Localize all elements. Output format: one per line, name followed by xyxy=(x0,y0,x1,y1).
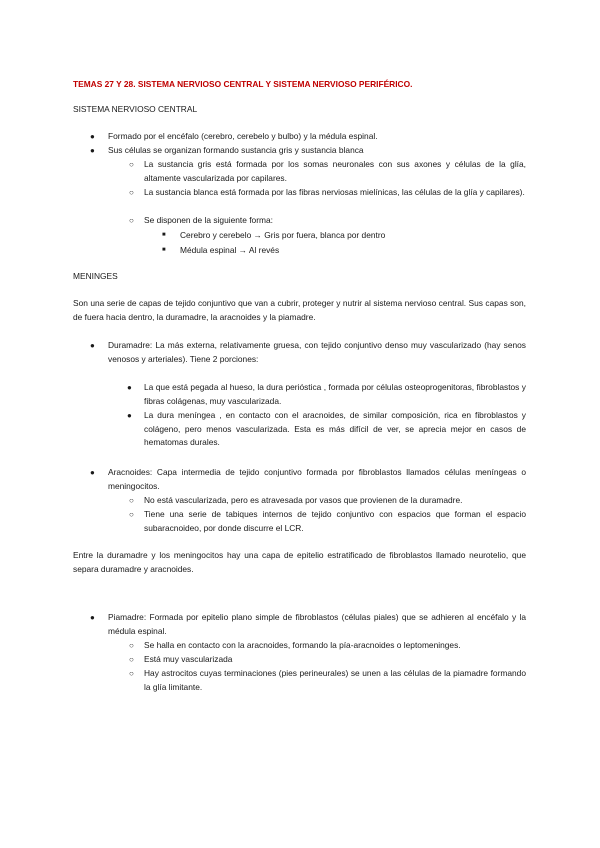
bullet-disc-icon: ● xyxy=(127,383,132,392)
bullet-disc-icon: ● xyxy=(90,613,95,622)
bullet-circle-icon: ○ xyxy=(129,160,134,169)
list-item: Sus células se organizan formando sustancia gris y sustancia blanca xyxy=(108,145,364,155)
meninges-intro-paragraph: Son una serie de capas de tejido conjuntivo que van a cubrir, proteger y nutrir al sistema nervioso central. Sus capas son, de fuera hacia dentro, la duramadre, la aracnoides y la piamadre. xyxy=(73,298,526,322)
list-subitem: Tiene una serie de tabiques internos de tejido conjuntivo con espacios que forman el espacio subaracnoideo, por donde discurre el LCR. xyxy=(144,509,526,533)
bullet-square-icon: ■ xyxy=(162,232,166,238)
list-subitem: No está vascularizada, pero es atravesada por vasos que provienen de la duramadre. xyxy=(144,495,463,505)
section-heading-meninges: MENINGES xyxy=(73,271,118,281)
list-subitem: Está muy vascularizada xyxy=(144,654,233,664)
list-subitem: Hay astrocitos cuyas terminaciones (pies perineurales) se unen a las células de la piamadre formando la glía limitante. xyxy=(144,668,526,692)
bullet-disc-icon: ● xyxy=(90,132,95,141)
list-subitem: La sustancia gris está formada por los somas neuronales con sus axones y células de la glía, altamente vascularizada por capilares. xyxy=(144,159,526,183)
list-item-duramadre: Duramadre: La más externa, relativamente gruesa, con tejido conjuntivo denso muy vascularizado (hay senos venosos y arteriales). Tiene 2 porciones: xyxy=(108,340,526,364)
bullet-circle-icon: ○ xyxy=(129,655,134,664)
list-subitem: Se halla en contacto con la aracnoides, formando la pía-aracnoides o leptomeninges. xyxy=(144,640,461,650)
document-title: TEMAS 27 Y 28. SISTEMA NERVIOSO CENTRAL Y SISTEMA NERVIOSO PERIFÉRICO. xyxy=(73,79,413,89)
list-subitem: La dura meníngea , en contacto con el aracnoides, de similar composición, rica en fibroblastos y colágeno, pero menos vascularizada. Esta es más difícil de ver, se aprecia mejor en casos de hematomas durales. xyxy=(144,410,526,448)
bullet-disc-icon: ● xyxy=(90,468,95,477)
list-subitem: La que está pegada al hueso, la dura perióstica , formada por células osteoprogenitoras, fibroblastos y fibras colágenas, muy vascularizada. xyxy=(144,382,526,406)
bullet-disc-icon: ● xyxy=(90,341,95,350)
section-heading-snc: SISTEMA NERVIOSO CENTRAL xyxy=(73,104,198,114)
list-item-piamadre: Piamadre: Formada por epitelio plano simple de fibroblastos (células piales) que se adhieren al encéfalo y la médula espinal. xyxy=(108,612,526,636)
list-item: Formado por el encéfalo (cerebro, cerebelo y bulbo) y la médula espinal. xyxy=(108,131,378,141)
bullet-circle-icon: ○ xyxy=(129,510,134,519)
list-subitem: La sustancia blanca está formada por las fibras nerviosas mielínicas, las células de la glía y capilares). xyxy=(144,187,525,197)
bullet-circle-icon: ○ xyxy=(129,188,134,197)
list-item-aracnoides: Aracnoides: Capa intermedia de tejido conjuntivo formada por fibroblastos llamados células meníngeas o meningocitos. xyxy=(108,467,526,491)
bullet-disc-icon: ● xyxy=(127,411,132,420)
bullet-circle-icon: ○ xyxy=(129,216,134,225)
bullet-circle-icon: ○ xyxy=(129,641,134,650)
list-subsubitem: Médula espinal → Al revés xyxy=(180,245,280,255)
list-subsubitem: Cerebro y cerebelo → Gris por fuera, blanca por dentro xyxy=(180,230,386,240)
bullet-circle-icon: ○ xyxy=(129,496,134,505)
bullet-square-icon: ■ xyxy=(162,247,166,253)
list-subitem: Se disponen de la siguiente forma: xyxy=(144,215,273,225)
bullet-circle-icon: ○ xyxy=(129,669,134,678)
neurotelio-paragraph: Entre la duramadre y los meningocitos hay una capa de epitelio estratificado de fibroblastos llamado neurotelio, que separa duramadre y aracnoides. xyxy=(73,550,526,574)
bullet-disc-icon: ● xyxy=(90,146,95,155)
